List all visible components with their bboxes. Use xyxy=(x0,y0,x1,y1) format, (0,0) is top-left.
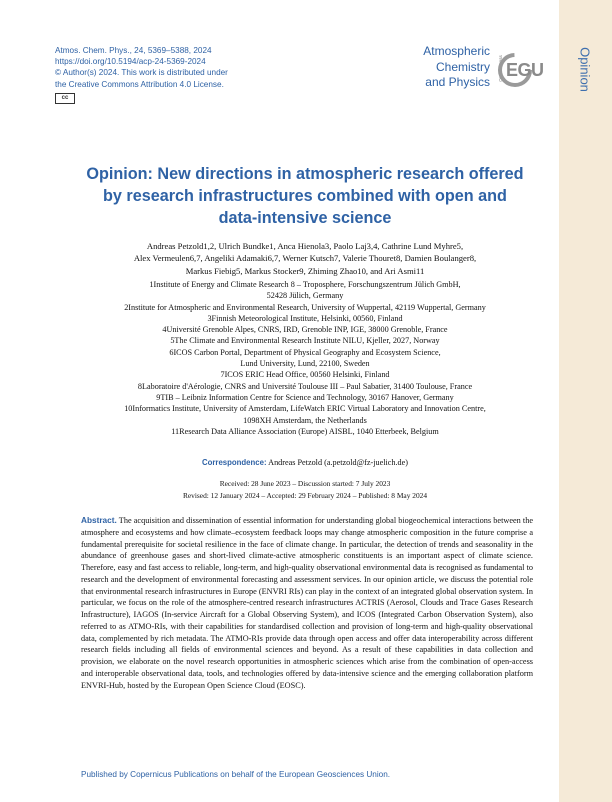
affiliation: 9TIB – Leibniz Information Centre for Science and Technology, 30167 Hanover, Germany xyxy=(156,392,454,402)
journal-reference: Atmos. Chem. Phys., 24, 5369–5388, 2024 xyxy=(55,46,212,55)
citation-block xyxy=(55,45,315,104)
article-title xyxy=(70,163,540,229)
copyright-line-1: © Author(s) 2024. This work is distributed under xyxy=(55,68,228,78)
author-list xyxy=(55,240,555,277)
side-tab xyxy=(559,0,612,802)
affiliation: 1Institute of Energy and Climate Research 8 – Troposphere, Forschungszentrum Jülich GmbH, xyxy=(149,280,461,289)
journal-name-line-1: Atmospheric xyxy=(423,44,490,58)
title-line-1: Opinion: New directions in atmospheric research offered xyxy=(86,165,524,183)
journal-name-line-2: Chemistry xyxy=(435,59,490,74)
affiliation: 11Research Data Alliance Association (Europe) AISBL, 1040 Etterbeek, Belgium xyxy=(171,426,439,436)
affiliation: 2Institute for Atmospheric and Environmental Research, University of Wuppertal, 42119 Wuppertal, Germany xyxy=(124,302,486,312)
correspondence xyxy=(55,458,555,467)
received-dates: Received: 28 June 2023 – Discussion started: 7 July 2023 xyxy=(219,479,391,488)
affiliation: 6ICOS Carbon Portal, Department of Physical Geography and Ecosystem Science, xyxy=(169,347,441,357)
abstract-text: The acquisition and dissemination of essential information for understanding global biogeochemical interactions between the atmosphere and ecosystems and how climate–ecosystem feedback loops may change atmospheric composition in the future comprise a fundamental prerequisite for societal resilience in the face of climate change. In particular, the detection of trends and seasonality in the abundance of greenhouse gases and short-lived climate-active atmospheric constituents is an important aspect of climate science. Therefore, easy and fast access to reliable, long-term, and high-quality observational environmental data is recognised as fundamental to research and the development of environmental forecasting and assessment services. In our opinion article, we discuss the potential role that environmental research infrastructures in Europe (ENVRI RIs) can play in the context of an integrated global observation system. In particular, we focus on the role of the atmosphere-centred research infrastructures ACTRIS (Aerosol, Clouds and Trace Gases Research Infrastructure), IAGOS (In-service Aircraft for a Global Observing System), and ICOS (Integrated Carbon Observation System), also referred to as ATMO-RIs, with their capabilities for standardised collection and provision of long-term and high-quality observational data, complemented by rich metadata. The ATMO-RIs provide data through open access and offer data interoperability across different research fields including all fields of environmental sciences and beyond. As a result of these capabilities in data collection and provision, we elaborate on the novel research opportunities in atmospheric sciences which arise from the combination of open-access and interoperable observational data, tools, and technologies offered by data-intensive science and the emerging collaboration platform ENVRI-Hub, hosted by the European Open Science Cloud (EOSC). xyxy=(81,516,533,690)
author-line-3: Markus Fiebig5, Markus Stocker9, Zhiming Zhao10, and Ari Asmi11 xyxy=(185,265,425,276)
title-line-2: by research infrastructures combined with open and xyxy=(103,187,507,205)
accepted-dates: Revised: 12 January 2024 – Accepted: 29 February 2024 – Published: 8 May 2024 xyxy=(182,491,428,500)
title-line-3: data-intensive science xyxy=(218,209,392,227)
article-type-label: Opinion xyxy=(577,47,593,92)
publisher-footer: Published by Copernicus Publications on behalf of the European Geosciences Union. xyxy=(81,770,391,779)
license-link[interactable]: the Creative Commons Attribution 4.0 License. xyxy=(55,79,224,89)
affiliation: 52428 Jülich, Germany xyxy=(266,291,344,301)
correspondence-label: Correspondence: xyxy=(201,458,267,467)
journal-name-line-3: and Physics xyxy=(425,75,490,89)
correspondence-email[interactable]: Andreas Petzold (a.petzold@fz-juelich.de) xyxy=(268,458,409,467)
affiliation: 4Université Grenoble Alpes, CNRS, IRD, Grenoble INP, IGE, 38000 Grenoble, France xyxy=(162,325,448,335)
open-access-label: Open Access xyxy=(497,55,503,82)
cc-license-icon[interactable]: cc xyxy=(55,93,75,104)
affiliation: 10Informatics Institute, University of Amsterdam, LifeWatch ERIC Virtual Laboratory and Innovation Centre, xyxy=(124,404,486,414)
author-line-1: Andreas Petzold1,2, Ulrich Bundke1, Anca Hienola3, Paolo Laj3,4, Cathrine Lund Myhre5, xyxy=(146,241,464,251)
affiliation-list xyxy=(55,279,555,437)
doi-link[interactable]: https://doi.org/10.5194/acp-24-5369-2024 xyxy=(55,57,206,67)
affiliation: 5The Climate and Environmental Research Institute NILU, Kjeller, 2027, Norway xyxy=(170,336,440,346)
affiliation: 8Laboratoire d'Aérologie, CNRS and Université Toulouse III – Paul Sabatier, 31400 Toulouse, France xyxy=(137,381,473,391)
affiliation: 3Finnish Meteorological Institute, Helsinki, 00560, Finland xyxy=(207,313,403,323)
abstract-label: Abstract. xyxy=(81,516,117,525)
affiliation: 7ICOS ERIC Head Office, 00560 Helsinki, Finland xyxy=(220,370,390,380)
journal-name xyxy=(398,44,490,91)
egu-logo-text: EGU xyxy=(506,60,544,80)
publication-dates xyxy=(55,478,555,502)
abstract xyxy=(81,515,533,691)
affiliation: 1098XH Amsterdam, the Netherlands xyxy=(243,415,367,425)
author-line-2: Alex Vermeulen6,7, Angeliki Adamaki6,7, Werner Kutsch7, Valerie Thouret8, Damien Boulanger8, xyxy=(133,253,477,264)
affiliation: Lund University, Lund, 22100, Sweden xyxy=(240,359,370,369)
